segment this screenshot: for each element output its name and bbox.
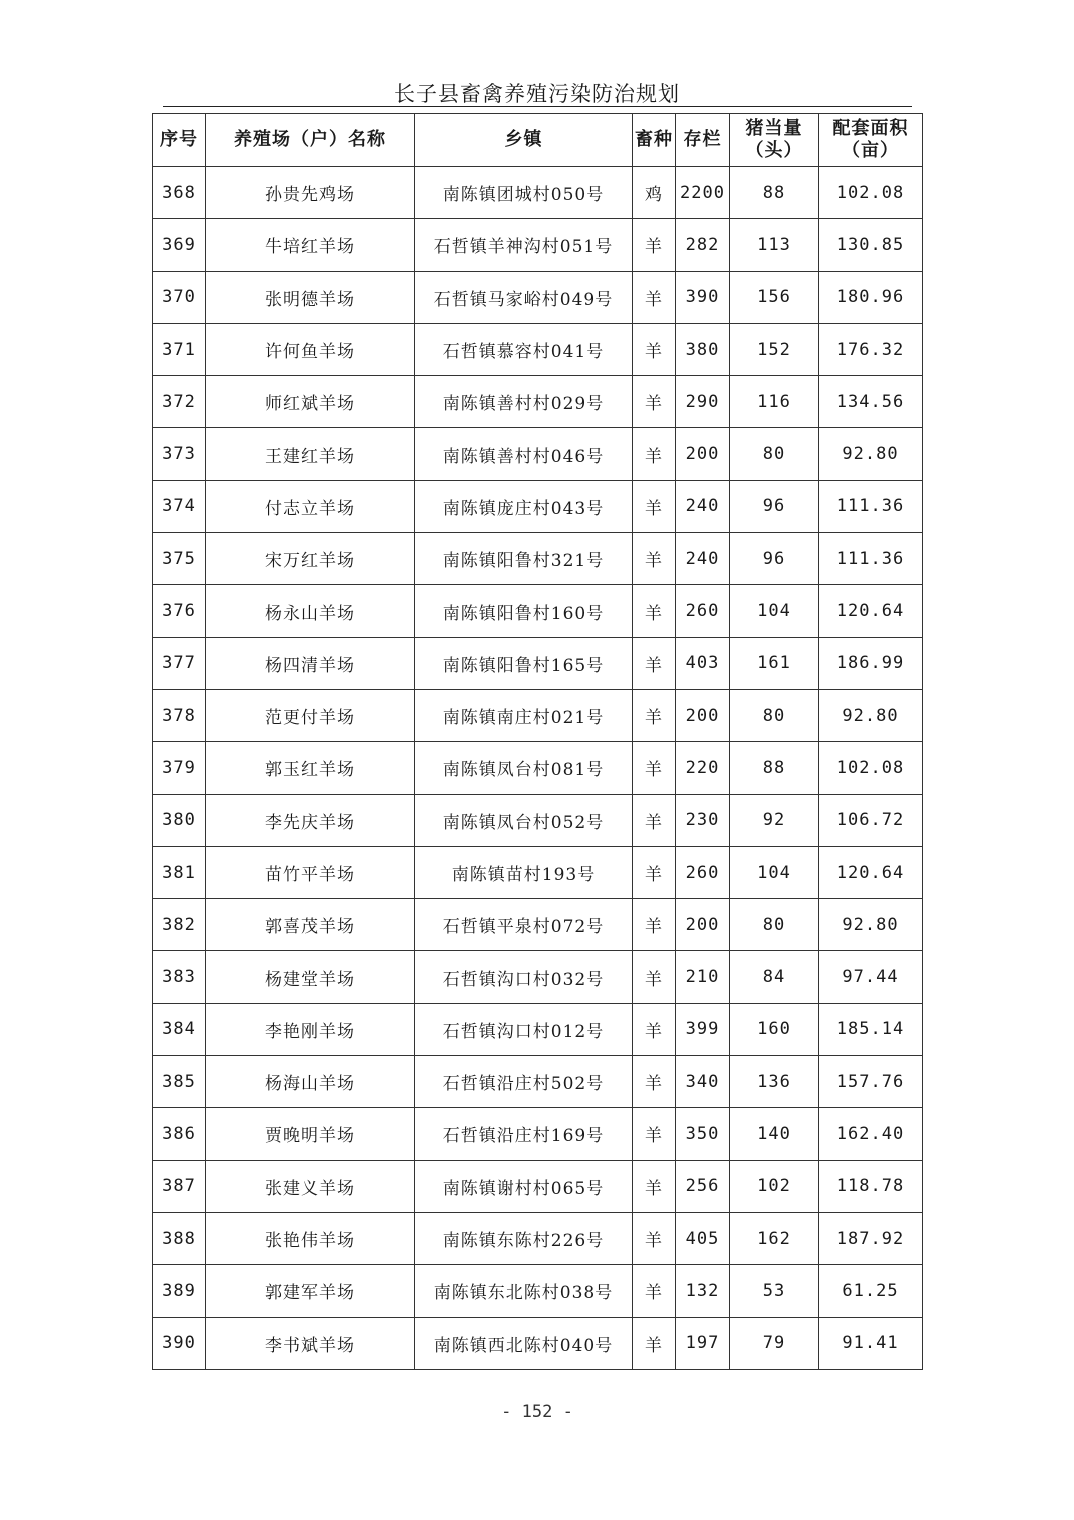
cell-area: 61.25 [819, 1265, 923, 1317]
cell-town: 南陈镇阳鲁村321号 [415, 533, 633, 585]
cell-pig-equivalent: 53 [730, 1265, 819, 1317]
header-divider [163, 106, 912, 107]
cell-area: 111.36 [819, 480, 923, 532]
cell-farm-name: 杨永山羊场 [206, 585, 415, 637]
cell-seq: 373 [153, 428, 206, 480]
cell-pig-equivalent: 88 [730, 167, 819, 219]
cell-town: 南陈镇凤台村052号 [415, 794, 633, 846]
cell-species: 羊 [633, 1317, 676, 1369]
cell-stock: 240 [676, 480, 730, 532]
cell-area: 91.41 [819, 1317, 923, 1369]
table-row [153, 1160, 923, 1212]
cell-seq: 383 [153, 951, 206, 1003]
table-row [153, 376, 923, 428]
cell-pig-equivalent: 161 [730, 637, 819, 689]
cell-stock: 210 [676, 951, 730, 1003]
cell-seq: 380 [153, 794, 206, 846]
cell-farm-name: 张艳伟羊场 [206, 1212, 415, 1264]
table-row [153, 846, 923, 898]
cell-seq: 377 [153, 637, 206, 689]
cell-farm-name: 郭玉红羊场 [206, 742, 415, 794]
cell-stock: 240 [676, 533, 730, 585]
cell-pig-equivalent: 80 [730, 899, 819, 951]
table-row [153, 794, 923, 846]
cell-town: 石哲镇沟口村012号 [415, 1003, 633, 1055]
table-row [153, 271, 923, 323]
cell-town: 南陈镇善村村046号 [415, 428, 633, 480]
cell-town: 南陈镇善村村029号 [415, 376, 633, 428]
cell-species: 羊 [633, 899, 676, 951]
cell-pig-equivalent: 84 [730, 951, 819, 1003]
table-row [153, 533, 923, 585]
cell-seq: 374 [153, 480, 206, 532]
cell-farm-name: 杨建堂羊场 [206, 951, 415, 1003]
cell-pig-equivalent: 136 [730, 1056, 819, 1108]
table-row [153, 899, 923, 951]
cell-seq: 388 [153, 1212, 206, 1264]
cell-pig-equivalent: 162 [730, 1212, 819, 1264]
cell-farm-name: 李书斌羊场 [206, 1317, 415, 1369]
cell-town: 南陈镇团城村050号 [415, 167, 633, 219]
cell-species: 羊 [633, 742, 676, 794]
cell-farm-name: 李艳刚羊场 [206, 1003, 415, 1055]
cell-area: 185.14 [819, 1003, 923, 1055]
header-area-line2: （亩） [842, 140, 899, 161]
cell-pig-equivalent: 160 [730, 1003, 819, 1055]
cell-town: 南陈镇南庄村021号 [415, 689, 633, 741]
cell-stock: 132 [676, 1265, 730, 1317]
header-farm-name: 养殖场（户）名称 [206, 114, 415, 167]
cell-farm-name: 杨四清羊场 [206, 637, 415, 689]
cell-area: 118.78 [819, 1160, 923, 1212]
table-row [153, 1212, 923, 1264]
cell-species: 羊 [633, 376, 676, 428]
table-row [153, 323, 923, 375]
table-row [153, 742, 923, 794]
cell-area: 186.99 [819, 637, 923, 689]
table-row [153, 1108, 923, 1160]
cell-town: 石哲镇羊神沟村051号 [415, 219, 633, 271]
cell-pig-equivalent: 116 [730, 376, 819, 428]
cell-seq: 376 [153, 585, 206, 637]
table-row [153, 219, 923, 271]
cell-stock: 220 [676, 742, 730, 794]
cell-area: 111.36 [819, 533, 923, 585]
cell-seq: 369 [153, 219, 206, 271]
cell-pig-equivalent: 96 [730, 533, 819, 585]
cell-stock: 260 [676, 846, 730, 898]
cell-species: 羊 [633, 533, 676, 585]
cell-species: 羊 [633, 480, 676, 532]
cell-pig-equivalent: 140 [730, 1108, 819, 1160]
table-row [153, 689, 923, 741]
cell-seq: 387 [153, 1160, 206, 1212]
header-pig-equivalent-line2: （头） [745, 140, 803, 161]
cell-town: 南陈镇阳鲁村165号 [415, 637, 633, 689]
cell-area: 92.80 [819, 899, 923, 951]
cell-area: 130.85 [819, 219, 923, 271]
cell-farm-name: 师红斌羊场 [206, 376, 415, 428]
cell-area: 102.08 [819, 167, 923, 219]
cell-pig-equivalent: 80 [730, 689, 819, 741]
cell-species: 羊 [633, 1108, 676, 1160]
cell-area: 102.08 [819, 742, 923, 794]
cell-species: 羊 [633, 637, 676, 689]
cell-species: 羊 [633, 846, 676, 898]
cell-farm-name: 郭建军羊场 [206, 1265, 415, 1317]
table-row [153, 951, 923, 1003]
cell-seq: 385 [153, 1056, 206, 1108]
cell-farm-name: 范更付羊场 [206, 689, 415, 741]
header-town: 乡镇 [415, 114, 633, 167]
cell-town: 南陈镇东北陈村038号 [415, 1265, 633, 1317]
cell-pig-equivalent: 88 [730, 742, 819, 794]
cell-town: 石哲镇慕容村041号 [415, 323, 633, 375]
table-row [153, 637, 923, 689]
cell-species: 羊 [633, 219, 676, 271]
cell-seq: 379 [153, 742, 206, 794]
cell-area: 120.64 [819, 585, 923, 637]
cell-seq: 381 [153, 846, 206, 898]
cell-species: 羊 [633, 323, 676, 375]
cell-farm-name: 牛培红羊场 [206, 219, 415, 271]
cell-species: 羊 [633, 794, 676, 846]
cell-seq: 390 [153, 1317, 206, 1369]
cell-stock: 197 [676, 1317, 730, 1369]
header-area [819, 114, 923, 167]
cell-pig-equivalent: 104 [730, 846, 819, 898]
cell-pig-equivalent: 80 [730, 428, 819, 480]
cell-farm-name: 杨海山羊场 [206, 1056, 415, 1108]
table-row [153, 480, 923, 532]
cell-area: 134.56 [819, 376, 923, 428]
cell-town: 南陈镇阳鲁村160号 [415, 585, 633, 637]
cell-stock: 260 [676, 585, 730, 637]
cell-town: 石哲镇马家峪村049号 [415, 271, 633, 323]
cell-stock: 230 [676, 794, 730, 846]
cell-species: 羊 [633, 1003, 676, 1055]
cell-seq: 375 [153, 533, 206, 585]
page-header-title: 长子县畜禽养殖污染防治规划 [394, 82, 680, 106]
cell-area: 92.80 [819, 428, 923, 480]
cell-farm-name: 宋万红羊场 [206, 533, 415, 585]
cell-species: 羊 [633, 1160, 676, 1212]
cell-species: 羊 [633, 585, 676, 637]
cell-stock: 200 [676, 428, 730, 480]
table-row [153, 1265, 923, 1317]
table-row [153, 1317, 923, 1369]
cell-pig-equivalent: 79 [730, 1317, 819, 1369]
cell-area: 176.32 [819, 323, 923, 375]
table-row [153, 1056, 923, 1108]
cell-town: 石哲镇平泉村072号 [415, 899, 633, 951]
header-species: 畜种 [633, 114, 676, 167]
cell-stock: 200 [676, 899, 730, 951]
cell-stock: 340 [676, 1056, 730, 1108]
cell-seq: 378 [153, 689, 206, 741]
cell-stock: 290 [676, 376, 730, 428]
cell-farm-name: 许何鱼羊场 [206, 323, 415, 375]
cell-stock: 403 [676, 637, 730, 689]
cell-town: 南陈镇凤台村081号 [415, 742, 633, 794]
cell-farm-name: 郭喜茂羊场 [206, 899, 415, 951]
cell-species: 鸡 [633, 167, 676, 219]
cell-species: 羊 [633, 951, 676, 1003]
cell-farm-name: 苗竹平羊场 [206, 846, 415, 898]
cell-seq: 389 [153, 1265, 206, 1317]
cell-town: 南陈镇东陈村226号 [415, 1212, 633, 1264]
cell-farm-name: 孙贵先鸡场 [206, 167, 415, 219]
cell-stock: 390 [676, 271, 730, 323]
cell-area: 106.72 [819, 794, 923, 846]
cell-area: 162.40 [819, 1108, 923, 1160]
header-pig-equivalent [730, 114, 819, 167]
cell-species: 羊 [633, 1265, 676, 1317]
cell-stock: 200 [676, 689, 730, 741]
cell-pig-equivalent: 156 [730, 271, 819, 323]
cell-seq: 382 [153, 899, 206, 951]
cell-town: 南陈镇苗村193号 [415, 846, 633, 898]
cell-area: 97.44 [819, 951, 923, 1003]
cell-stock: 256 [676, 1160, 730, 1212]
cell-stock: 405 [676, 1212, 730, 1264]
cell-seq: 372 [153, 376, 206, 428]
cell-town: 石哲镇沟口村032号 [415, 951, 633, 1003]
cell-seq: 370 [153, 271, 206, 323]
cell-town: 石哲镇沿庄村169号 [415, 1108, 633, 1160]
cell-town: 南陈镇西北陈村040号 [415, 1317, 633, 1369]
header-area-line1: 配套面积 [832, 118, 909, 139]
cell-area: 92.80 [819, 689, 923, 741]
header-pig-equivalent-line1: 猪当量 [745, 118, 803, 139]
cell-pig-equivalent: 104 [730, 585, 819, 637]
cell-stock: 2200 [676, 167, 730, 219]
farm-table [152, 113, 923, 1370]
cell-pig-equivalent: 102 [730, 1160, 819, 1212]
cell-pig-equivalent: 96 [730, 480, 819, 532]
cell-area: 187.92 [819, 1212, 923, 1264]
cell-species: 羊 [633, 1056, 676, 1108]
cell-species: 羊 [633, 271, 676, 323]
cell-stock: 282 [676, 219, 730, 271]
table-body [153, 167, 923, 1370]
table-row [153, 428, 923, 480]
table-row [153, 167, 923, 219]
cell-area: 157.76 [819, 1056, 923, 1108]
cell-species: 羊 [633, 689, 676, 741]
cell-farm-name: 李先庆羊场 [206, 794, 415, 846]
cell-stock: 350 [676, 1108, 730, 1160]
cell-town: 南陈镇庞庄村043号 [415, 480, 633, 532]
cell-seq: 384 [153, 1003, 206, 1055]
cell-farm-name: 付志立羊场 [206, 480, 415, 532]
cell-pig-equivalent: 152 [730, 323, 819, 375]
cell-farm-name: 贾晚明羊场 [206, 1108, 415, 1160]
cell-stock: 399 [676, 1003, 730, 1055]
cell-area: 120.64 [819, 846, 923, 898]
cell-seq: 371 [153, 323, 206, 375]
cell-pig-equivalent: 92 [730, 794, 819, 846]
cell-stock: 380 [676, 323, 730, 375]
cell-species: 羊 [633, 428, 676, 480]
cell-area: 180.96 [819, 271, 923, 323]
table-header-row [153, 114, 923, 167]
cell-town: 石哲镇沿庄村502号 [415, 1056, 633, 1108]
header-seq: 序号 [153, 114, 206, 167]
cell-town: 南陈镇谢村村065号 [415, 1160, 633, 1212]
cell-seq: 368 [153, 167, 206, 219]
cell-farm-name: 王建红羊场 [206, 428, 415, 480]
cell-farm-name: 张明德羊场 [206, 271, 415, 323]
table-row [153, 585, 923, 637]
cell-seq: 386 [153, 1108, 206, 1160]
cell-species: 羊 [633, 1212, 676, 1264]
table-row [153, 1003, 923, 1055]
page-number: - 152 - [501, 1402, 573, 1422]
header-stock: 存栏 [676, 114, 730, 167]
cell-pig-equivalent: 113 [730, 219, 819, 271]
cell-farm-name: 张建义羊场 [206, 1160, 415, 1212]
